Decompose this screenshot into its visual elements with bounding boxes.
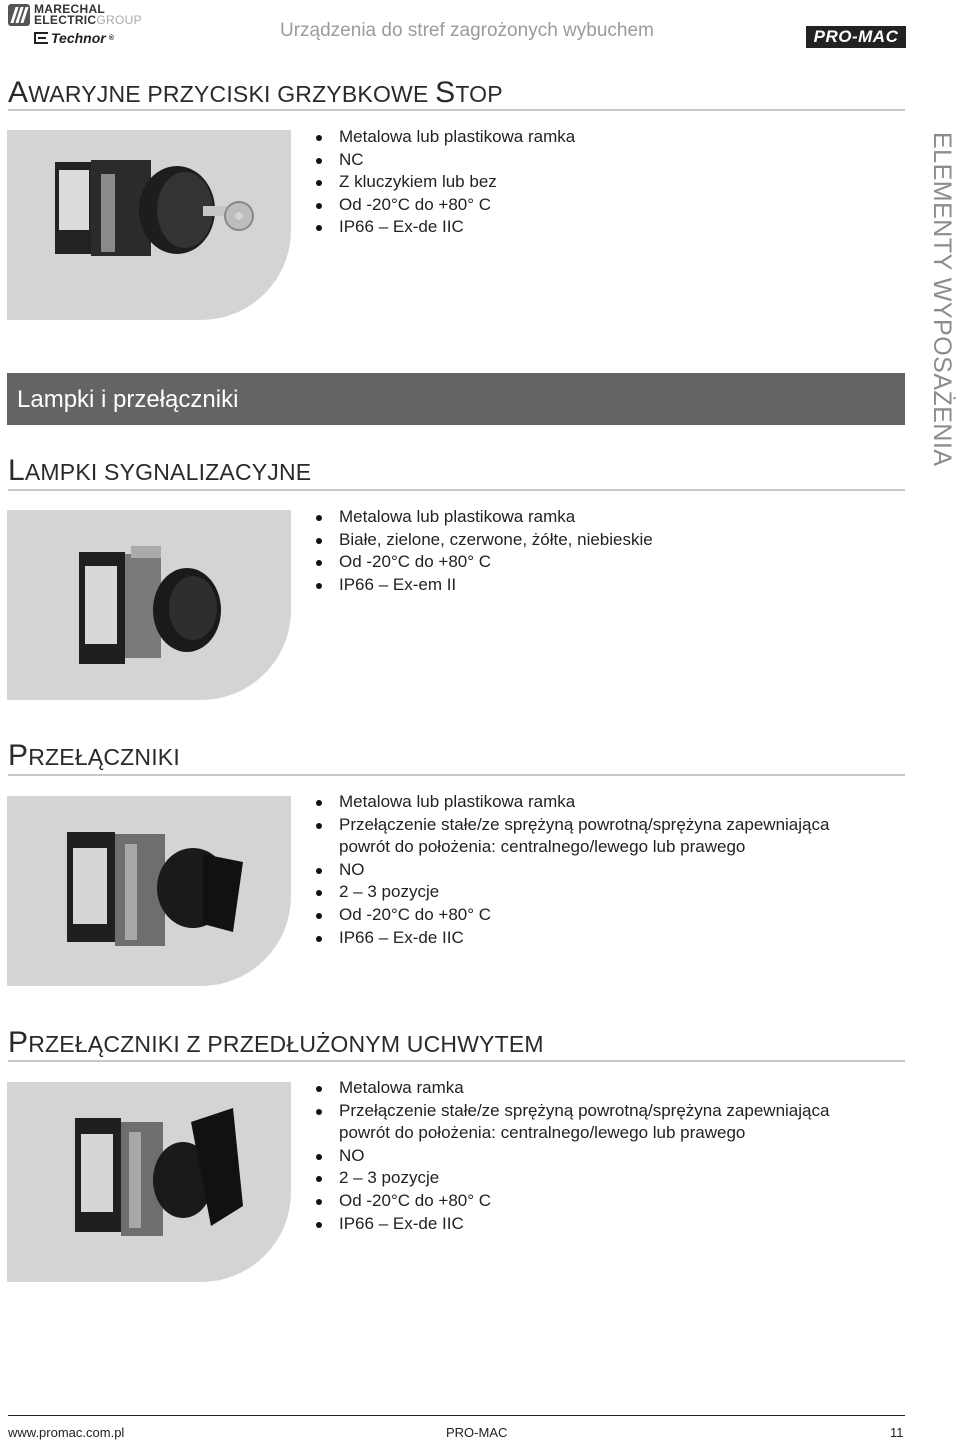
feature-item: Metalowa lub plastikowa ramka xyxy=(310,791,829,814)
feature-item-continuation: powrót do położenia: centralnego/lewego lub prawego xyxy=(339,837,746,857)
footer-website-link[interactable]: www.promac.com.pl xyxy=(8,1425,125,1440)
category-band xyxy=(7,373,905,425)
page-header xyxy=(0,0,960,60)
feature-item: 2 – 3 pozycje xyxy=(310,1167,829,1190)
signal-lamp-icon xyxy=(7,510,291,700)
category-band-title: Lampki i przełączniki xyxy=(17,386,239,413)
section-title-emergency-stop: AWARYJNE PRZYCISKI GRZYBKOWE STOP xyxy=(8,76,503,109)
footer-brand: PRO-MAC xyxy=(446,1425,508,1440)
marechal-logo-line2a: ELECTRIC xyxy=(34,13,97,27)
technor-mark-icon xyxy=(34,32,48,44)
section-title-signal-lamps: LAMPKI SYGNALIZACYJNE xyxy=(8,454,312,487)
feature-item: IP66 – Ex-em II xyxy=(310,574,653,597)
section-rule xyxy=(8,774,905,776)
marechal-logo xyxy=(8,4,142,26)
section-title-switches: PRZEŁĄCZNIKI xyxy=(8,739,180,772)
product-image-switches xyxy=(7,796,291,986)
feature-item: Przełączenie stałe/ze sprężyną powrotną/sprężyna zapewniająca xyxy=(310,1100,829,1123)
feature-item: IP66 – Ex-de IIC xyxy=(310,927,829,950)
feature-item: NO xyxy=(310,1145,829,1168)
feature-item: Z kluczykiem lub bez xyxy=(310,171,575,194)
footer-rule xyxy=(8,1415,905,1416)
feature-item: IP66 – Ex-de IIC xyxy=(310,216,575,239)
section-rule xyxy=(8,1060,905,1062)
promac-logo: PRO-MAC xyxy=(806,26,906,48)
feature-list-emergency-stop xyxy=(310,126,575,239)
section-rule xyxy=(8,109,905,111)
feature-item: Metalowa lub plastikowa ramka xyxy=(310,506,653,529)
feature-item: NO xyxy=(310,859,829,882)
feature-item-continuation: powrót do położenia: centralnego/lewego lub prawego xyxy=(339,1123,746,1143)
feature-item: Od -20°C do +80° C xyxy=(310,1190,829,1213)
selector-switch-icon xyxy=(7,796,291,986)
marechal-logo-line1: MARECHAL xyxy=(34,2,106,16)
extended-handle-switch-icon xyxy=(7,1082,291,1282)
page-number: 11 xyxy=(890,1425,904,1440)
section-rule xyxy=(8,489,905,491)
feature-item: Metalowa lub plastikowa ramka xyxy=(310,126,575,149)
marechal-logo-line2b: GROUP xyxy=(96,13,142,27)
technor-logo-text: Technor xyxy=(51,30,106,46)
feature-item: Przełączenie stałe/ze sprężyną powrotną/sprężyna zapewniająca xyxy=(310,814,829,837)
feature-item: Białe, zielone, czerwone, żółte, niebieskie xyxy=(310,529,653,552)
header-title: Urządzenia do stref zagrożonych wybuchem xyxy=(280,20,654,41)
emergency-stop-button-icon xyxy=(7,130,291,320)
feature-item: 2 – 3 pozycje xyxy=(310,881,829,904)
feature-item: NC xyxy=(310,149,575,172)
feature-item: Od -20°C do +80° C xyxy=(310,904,829,927)
side-label-text: ELEMENTY WYPOSAŻENIA xyxy=(928,132,956,467)
feature-item: Od -20°C do +80° C xyxy=(310,194,575,217)
marechal-logo-mark-icon xyxy=(8,4,30,26)
feature-list-signal-lamps xyxy=(310,506,653,596)
feature-item: Metalowa ramka xyxy=(310,1077,829,1100)
feature-item: IP66 – Ex-de IIC xyxy=(310,1213,829,1236)
product-image-extended-handle-switches xyxy=(7,1082,291,1282)
product-image-emergency-stop xyxy=(7,130,291,320)
section-title-extended-handle-switches: PRZEŁĄCZNIKI Z PRZEDŁUŻONYM UCHWYTEM xyxy=(8,1026,544,1059)
feature-list-switches xyxy=(310,791,829,949)
feature-list-extended-handle-switches xyxy=(310,1077,829,1235)
product-image-signal-lamps xyxy=(7,510,291,700)
side-label xyxy=(928,132,956,492)
technor-logo: Technor ® xyxy=(34,30,114,46)
feature-item: Od -20°C do +80° C xyxy=(310,551,653,574)
